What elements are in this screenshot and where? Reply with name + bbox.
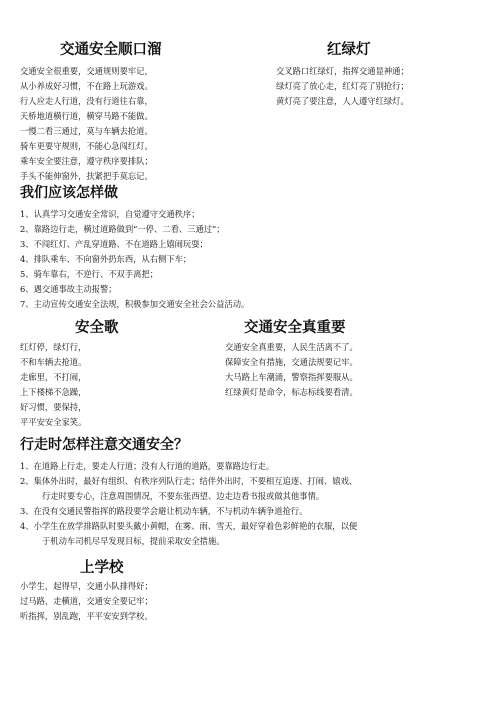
school-body [20,579,153,624]
poem-line: 平平安安全家笑。 [20,417,87,427]
what-to-do-heading: 我们应该怎样做 [20,185,118,201]
poem-line: 行人应走人行道，没有行道往右靠， [20,96,153,106]
walking-list [20,459,357,549]
list-item: 3、在没有交通民警指挥的路段要学会避让机动车辆，不与机动车辆争道抢行。 [20,506,308,516]
school-title: 上学校 [80,559,124,576]
poem-line: 红绿黄灯是命令，标志标线要看清。 [225,387,358,397]
poem-line: 红灯停，绿灯行， [20,342,87,352]
poem-line: 从小养成好习惯，不在路上玩游戏。 [20,81,153,91]
list-item: 1、在道路上行走，要走人行道；没有人行道的道路，要靠路边行走。 [20,461,275,471]
list-item-continuation: 行走时要专心，注意周围情况，不要东张西望、边走边看书报或做其他事情。 [42,491,325,501]
list-item: 4、小学生在放学排路队时要头戴小黄帽，在雾、雨、雪天，最好穿着色彩鲜艳的衣服，以便 [20,521,358,531]
poem-line: 好习惯，要保持， [20,402,87,412]
poem-line: 一慢二看三通过，莫与车辆去抢道。 [20,126,153,136]
poem-line: 天桥地道横行道，横穿马路不能做。 [20,111,153,121]
poem-line: 黄灯亮了要注意，人人遵守红绿灯。 [276,96,409,106]
poem-shunkouliu-title: 交通安全顺口溜 [60,41,162,58]
safety-song-title: 安全歌 [75,319,119,336]
poem-line: 过马路，走横道，交通安全要记牢； [20,596,153,606]
list-item: 1、认真学习交通安全常识，自觉遵守交通秩序； [20,209,200,219]
poem-line: 手头不能伸窗外，扶紧把手莫忘记。 [20,171,153,181]
walking-heading: 行走时怎样注意交通安全？ [20,437,188,453]
poem-line: 交通安全很重要，交通规则要牢记， [20,66,153,76]
poem-line: 交通安全真重要，人民生活离不了。 [225,342,358,352]
poem-line: 上下楼梯不急躁， [20,387,87,397]
list-item: 2、靠路边行走，横过道路做到“一停、二看、三通过”； [20,224,225,234]
poem-honglvdeng-body [276,64,409,109]
what-to-do-list [20,207,249,312]
poem-line: 大马路上车潮涌，警察指挥要服从。 [225,372,358,382]
poem-shunkouliu-body [20,64,153,184]
list-item: 4、排队乘车、不向窗外扔东西，从右侧下车； [20,254,192,264]
list-item-continuation: 于机动车司机尽早发现目标，提前采取安全措施。 [42,536,225,546]
list-item: 3、不闯红灯、产乱穿道路、不在道路上嬉闹玩耍； [20,239,208,249]
list-item: 7、主动宣传交通安全法规，积极参加交通安全社会公益活动。 [20,299,250,309]
poem-line: 保障安全有措施，交通法规要记牢。 [225,357,358,367]
poem-honglvdeng-title: 红绿灯 [327,41,371,58]
list-item: 6、遇交通事故主动报警； [20,284,117,294]
poem-line: 走廊里，不打闹， [20,372,87,382]
safety-song-body [20,340,86,430]
list-item: 5、骑车靠右，不逆行、不双手离把； [20,269,159,279]
poem-line: 小学生，起得早，交通小队排得好； [20,581,153,591]
poem-line: 绿灯亮了放心走，红灯亮了别抢行； [276,81,409,91]
poem-line: 不和车辆去抢道。 [20,357,87,367]
poem-line: 交叉路口红绿灯，指挥交通显神通； [276,66,409,76]
poem-line: 听指挥，别乱跑，平平安安到学校。 [20,611,153,621]
list-item: 2、集体外出时，最好有组织、有秩序列队行走；结伴外出时，不要相互追逐、打闹、嬉戏、 [20,476,358,486]
safety-important-body [225,340,358,400]
poem-line: 骑车更要守规则，不能心急闯红灯。 [20,141,153,151]
poem-line: 乘车安全要注意，遵守秩序要排队； [20,156,153,166]
safety-important-title: 交通安全真重要 [244,319,346,336]
